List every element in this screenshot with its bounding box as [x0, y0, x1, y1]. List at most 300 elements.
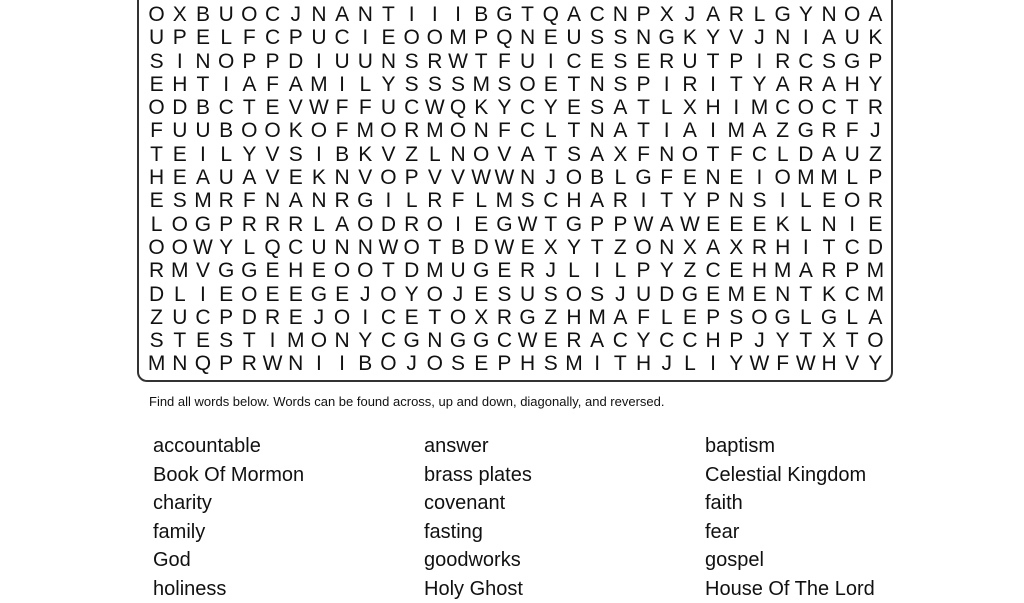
grid-letter: N: [446, 143, 469, 166]
grid-letter: I: [191, 283, 214, 306]
grid-letter: X: [725, 236, 748, 259]
grid-letter: M: [423, 259, 446, 282]
grid-letter: C: [377, 329, 400, 352]
grid-letter: O: [307, 119, 330, 142]
grid-letter: B: [446, 236, 469, 259]
grid-letter: O: [400, 26, 423, 49]
grid-letter: A: [191, 166, 214, 189]
grid-letter: A: [817, 143, 840, 166]
grid-letter: E: [702, 213, 725, 236]
grid-letter: S: [493, 73, 516, 96]
grid-letter: Y: [539, 96, 562, 119]
grid-letter: E: [470, 213, 493, 236]
grid-letter: V: [493, 143, 516, 166]
grid-letter: W: [470, 166, 493, 189]
grid-letter: M: [562, 352, 585, 375]
grid-letter: C: [609, 329, 632, 352]
grid-letter: E: [284, 306, 307, 329]
grid-letter: C: [261, 3, 284, 26]
grid-letter: G: [446, 329, 469, 352]
grid-letter: B: [586, 166, 609, 189]
grid-letter: N: [586, 119, 609, 142]
grid-letter: I: [354, 306, 377, 329]
grid-letter: G: [354, 189, 377, 212]
grid-letter: M: [307, 73, 330, 96]
grid-letter: F: [145, 119, 168, 142]
grid-letter: I: [702, 352, 725, 375]
grid-letter: U: [562, 26, 585, 49]
grid-letter: O: [423, 352, 446, 375]
grid-letter: F: [655, 166, 678, 189]
grid-row: [145, 259, 887, 282]
grid-letter: I: [632, 189, 655, 212]
grid-letter: R: [748, 236, 771, 259]
grid-letter: B: [354, 352, 377, 375]
grid-letter: O: [145, 236, 168, 259]
grid-letter: G: [562, 213, 585, 236]
grid-letter: T: [539, 143, 562, 166]
grid-letter: I: [446, 3, 469, 26]
grid-letter: J: [307, 306, 330, 329]
grid-letter: P: [864, 166, 887, 189]
grid-letter: I: [794, 26, 817, 49]
grid-letter: R: [215, 189, 238, 212]
grid-letter: A: [609, 119, 632, 142]
grid-letter: V: [423, 166, 446, 189]
grid-letter: W: [794, 352, 817, 375]
grid-letter: O: [168, 236, 191, 259]
grid-letter: S: [145, 329, 168, 352]
grid-letter: L: [470, 189, 493, 212]
grid-letter: A: [238, 166, 261, 189]
grid-letter: E: [817, 189, 840, 212]
grid-letter: S: [400, 50, 423, 73]
grid-letter: R: [423, 50, 446, 73]
grid-row: [145, 50, 887, 73]
grid-letter: H: [516, 352, 539, 375]
grid-letter: R: [261, 213, 284, 236]
grid-letter: N: [725, 189, 748, 212]
grid-letter: R: [331, 189, 354, 212]
grid-letter: E: [702, 283, 725, 306]
grid-letter: I: [702, 73, 725, 96]
grid-letter: L: [423, 143, 446, 166]
grid-letter: Z: [864, 143, 887, 166]
grid-letter: S: [609, 73, 632, 96]
grid-letter: R: [864, 189, 887, 212]
word-list-item: holiness: [153, 575, 304, 603]
grid-letter: T: [168, 329, 191, 352]
grid-letter: J: [748, 329, 771, 352]
grid-letter: F: [771, 352, 794, 375]
grid-letter: F: [331, 96, 354, 119]
grid-row: [145, 189, 887, 212]
grid-letter: E: [470, 352, 493, 375]
grid-letter: O: [771, 166, 794, 189]
grid-letter: R: [655, 50, 678, 73]
grid-letter: T: [145, 143, 168, 166]
grid-letter: C: [215, 96, 238, 119]
grid-letter: E: [307, 259, 330, 282]
grid-letter: E: [748, 213, 771, 236]
grid-letter: A: [586, 189, 609, 212]
grid-letter: Y: [771, 329, 794, 352]
grid-letter: C: [841, 283, 864, 306]
grid-letter: B: [331, 143, 354, 166]
grid-letter: D: [377, 213, 400, 236]
grid-letter: E: [493, 259, 516, 282]
grid-letter: S: [400, 73, 423, 96]
grid-letter: Z: [400, 143, 423, 166]
grid-letter: C: [284, 236, 307, 259]
grid-letter: R: [238, 352, 261, 375]
grid-letter: V: [261, 143, 284, 166]
grid-letter: S: [609, 26, 632, 49]
grid-letter: C: [539, 189, 562, 212]
grid-letter: A: [748, 119, 771, 142]
grid-letter: S: [748, 189, 771, 212]
grid-letter: S: [145, 50, 168, 73]
grid-letter: E: [632, 50, 655, 73]
grid-letter: G: [841, 50, 864, 73]
grid-letter: O: [168, 213, 191, 236]
grid-letter: I: [215, 73, 238, 96]
grid-letter: G: [817, 306, 840, 329]
grid-letter: G: [678, 283, 701, 306]
grid-letter: P: [632, 3, 655, 26]
grid-letter: U: [632, 283, 655, 306]
grid-letter: Y: [377, 73, 400, 96]
grid-letter: Y: [400, 283, 423, 306]
grid-letter: U: [215, 3, 238, 26]
grid-letter: R: [609, 189, 632, 212]
grid-letter: C: [516, 119, 539, 142]
grid-letter: O: [446, 119, 469, 142]
grid-letter: E: [261, 283, 284, 306]
grid-row: [145, 306, 887, 329]
grid-letter: O: [238, 283, 261, 306]
grid-letter: C: [655, 329, 678, 352]
grid-letter: K: [817, 283, 840, 306]
grid-letter: E: [725, 259, 748, 282]
grid-letter: C: [400, 96, 423, 119]
grid-letter: O: [377, 352, 400, 375]
grid-letter: M: [354, 119, 377, 142]
grid-letter: I: [771, 189, 794, 212]
grid-letter: C: [562, 50, 585, 73]
grid-letter: U: [841, 143, 864, 166]
grid-letter: N: [655, 143, 678, 166]
grid-letter: F: [331, 119, 354, 142]
grid-letter: F: [354, 96, 377, 119]
grid-letter: H: [562, 189, 585, 212]
grid-letter: K: [678, 26, 701, 49]
grid-letter: M: [168, 259, 191, 282]
grid-letter: A: [284, 73, 307, 96]
grid-letter: E: [864, 213, 887, 236]
grid-letter: O: [307, 329, 330, 352]
grid-letter: D: [864, 236, 887, 259]
grid-letter: M: [493, 189, 516, 212]
grid-letter: P: [725, 50, 748, 73]
grid-letter: T: [841, 96, 864, 119]
grid-letter: O: [377, 166, 400, 189]
grid-letter: C: [771, 96, 794, 119]
grid-letter: Y: [864, 73, 887, 96]
grid-letter: V: [354, 166, 377, 189]
grid-letter: A: [516, 143, 539, 166]
grid-letter: C: [841, 236, 864, 259]
grid-letter: N: [377, 50, 400, 73]
grid-letter: O: [145, 96, 168, 119]
word-list-item: answer: [424, 432, 532, 461]
grid-letter: R: [423, 189, 446, 212]
grid-letter: S: [284, 143, 307, 166]
grid-letter: S: [446, 352, 469, 375]
grid-letter: U: [841, 26, 864, 49]
grid-letter: U: [516, 50, 539, 73]
grid-letter: O: [470, 143, 493, 166]
grid-letter: T: [702, 50, 725, 73]
grid-letter: J: [284, 3, 307, 26]
grid-letter: C: [331, 26, 354, 49]
grid-letter: T: [655, 189, 678, 212]
grid-letter: E: [284, 283, 307, 306]
grid-letter: V: [841, 352, 864, 375]
grid-letter: S: [586, 26, 609, 49]
grid-letter: C: [748, 143, 771, 166]
grid-letter: Y: [238, 143, 261, 166]
grid-letter: R: [817, 259, 840, 282]
grid-letter: K: [470, 96, 493, 119]
grid-letter: L: [354, 73, 377, 96]
grid-letter: P: [586, 213, 609, 236]
grid-letter: T: [794, 283, 817, 306]
grid-letter: L: [841, 306, 864, 329]
grid-letter: O: [261, 119, 284, 142]
grid-letter: O: [400, 236, 423, 259]
grid-letter: J: [354, 283, 377, 306]
grid-letter: E: [586, 50, 609, 73]
grid-letter: I: [307, 352, 330, 375]
grid-letter: T: [191, 73, 214, 96]
word-list-item: brass plates: [424, 461, 532, 490]
grid-letter: A: [609, 306, 632, 329]
grid-letter: A: [562, 3, 585, 26]
grid-letter: E: [678, 166, 701, 189]
grid-letter: I: [168, 50, 191, 73]
grid-letter: R: [238, 213, 261, 236]
grid-letter: O: [377, 283, 400, 306]
grid-row: [145, 213, 887, 236]
grid-letter: T: [562, 73, 585, 96]
grid-letter: D: [655, 283, 678, 306]
grid-letter: P: [400, 166, 423, 189]
grid-letter: N: [702, 166, 725, 189]
grid-letter: V: [725, 26, 748, 49]
grid-letter: F: [841, 119, 864, 142]
grid-letter: G: [307, 283, 330, 306]
grid-letter: L: [400, 189, 423, 212]
grid-letter: R: [771, 50, 794, 73]
grid-letter: O: [145, 3, 168, 26]
word-list-item: Holy Ghost: [424, 575, 532, 603]
grid-row: [145, 236, 887, 259]
grid-letter: H: [702, 329, 725, 352]
grid-letter: L: [609, 166, 632, 189]
grid-letter: X: [609, 143, 632, 166]
grid-letter: L: [238, 236, 261, 259]
grid-letter: R: [678, 73, 701, 96]
grid-letter: R: [794, 73, 817, 96]
grid-letter: L: [655, 306, 678, 329]
grid-row: [145, 166, 887, 189]
grid-letter: A: [864, 3, 887, 26]
grid-letter: N: [470, 119, 493, 142]
grid-letter: F: [632, 143, 655, 166]
grid-letter: R: [284, 213, 307, 236]
grid-letter: O: [632, 236, 655, 259]
grid-letter: V: [377, 143, 400, 166]
grid-letter: P: [609, 213, 632, 236]
grid-letter: Z: [678, 259, 701, 282]
grid-letter: A: [864, 306, 887, 329]
grid-letter: O: [377, 119, 400, 142]
grid-letter: E: [377, 26, 400, 49]
grid-letter: E: [145, 73, 168, 96]
grid-letter: F: [493, 119, 516, 142]
grid-letter: W: [493, 236, 516, 259]
grid-letter: G: [771, 3, 794, 26]
grid-letter: O: [331, 306, 354, 329]
grid-letter: L: [168, 283, 191, 306]
grid-letter: P: [261, 50, 284, 73]
grid-letter: J: [446, 283, 469, 306]
grid-letter: T: [841, 329, 864, 352]
grid-letter: I: [400, 3, 423, 26]
grid-letter: I: [423, 3, 446, 26]
word-list-item: gospel: [705, 546, 875, 575]
grid-letter: U: [377, 96, 400, 119]
grid-letter: A: [702, 236, 725, 259]
grid-letter: P: [238, 50, 261, 73]
grid-letter: S: [586, 96, 609, 119]
grid-letter: L: [609, 259, 632, 282]
grid-letter: B: [215, 119, 238, 142]
grid-letter: W: [516, 213, 539, 236]
grid-row: [145, 119, 887, 142]
grid-letter: S: [817, 50, 840, 73]
grid-letter: M: [771, 259, 794, 282]
grid-letter: L: [539, 119, 562, 142]
grid-letter: O: [354, 259, 377, 282]
grid-letter: E: [562, 96, 585, 119]
grid-letter: H: [168, 73, 191, 96]
grid-letter: U: [307, 26, 330, 49]
grid-letter: T: [470, 50, 493, 73]
grid-row: [145, 96, 887, 119]
grid-letter: M: [817, 166, 840, 189]
grid-letter: T: [423, 236, 446, 259]
word-list-item: Book Of Mormon: [153, 461, 304, 490]
grid-letter: D: [284, 50, 307, 73]
grid-letter: S: [493, 283, 516, 306]
grid-letter: Z: [771, 119, 794, 142]
grid-letter: T: [632, 96, 655, 119]
grid-letter: O: [562, 166, 585, 189]
grid-letter: Q: [539, 3, 562, 26]
grid-letter: L: [794, 189, 817, 212]
word-list-item: goodworks: [424, 546, 532, 575]
grid-letter: T: [586, 236, 609, 259]
word-list-item: fear: [705, 518, 875, 547]
grid-row: [145, 3, 887, 26]
grid-letter: S: [516, 189, 539, 212]
grid-letter: S: [725, 306, 748, 329]
grid-letter: N: [354, 3, 377, 26]
grid-letter: I: [841, 213, 864, 236]
grid-letter: P: [215, 352, 238, 375]
grid-letter: P: [470, 26, 493, 49]
grid-letter: N: [609, 3, 632, 26]
grid-letter: L: [215, 143, 238, 166]
grid-letter: C: [191, 306, 214, 329]
grid-letter: C: [261, 26, 284, 49]
grid-letter: R: [400, 213, 423, 236]
grid-letter: L: [748, 3, 771, 26]
grid-letter: L: [307, 213, 330, 236]
grid-letter: G: [493, 3, 516, 26]
grid-letter: J: [864, 119, 887, 142]
grid-letter: E: [168, 143, 191, 166]
word-list-item: fasting: [424, 518, 532, 547]
grid-letter: M: [284, 329, 307, 352]
grid-letter: W: [516, 329, 539, 352]
grid-letter: U: [516, 283, 539, 306]
grid-letter: L: [794, 306, 817, 329]
grid-letter: T: [817, 236, 840, 259]
grid-letter: A: [702, 3, 725, 26]
grid-letter: W: [632, 213, 655, 236]
grid-letter: A: [609, 96, 632, 119]
grid-letter: U: [354, 50, 377, 73]
word-list-column-1: [153, 432, 304, 603]
grid-letter: L: [655, 96, 678, 119]
grid-letter: Y: [655, 259, 678, 282]
grid-letter: X: [678, 96, 701, 119]
grid-letter: D: [794, 143, 817, 166]
grid-letter: C: [493, 329, 516, 352]
grid-letter: D: [145, 283, 168, 306]
grid-letter: C: [817, 96, 840, 119]
grid-letter: R: [145, 259, 168, 282]
grid-letter: H: [632, 352, 655, 375]
grid-letter: W: [261, 352, 284, 375]
grid-letter: O: [331, 259, 354, 282]
grid-letter: I: [748, 166, 771, 189]
grid-letter: M: [145, 352, 168, 375]
grid-letter: G: [400, 329, 423, 352]
grid-letter: W: [377, 236, 400, 259]
grid-letter: T: [702, 143, 725, 166]
grid-letter: P: [215, 306, 238, 329]
word-list-item: Celestial Kingdom: [705, 461, 875, 490]
grid-letter: Z: [609, 236, 632, 259]
grid-letter: G: [655, 26, 678, 49]
grid-letter: C: [516, 96, 539, 119]
grid-letter: E: [168, 166, 191, 189]
grid-letter: I: [655, 73, 678, 96]
